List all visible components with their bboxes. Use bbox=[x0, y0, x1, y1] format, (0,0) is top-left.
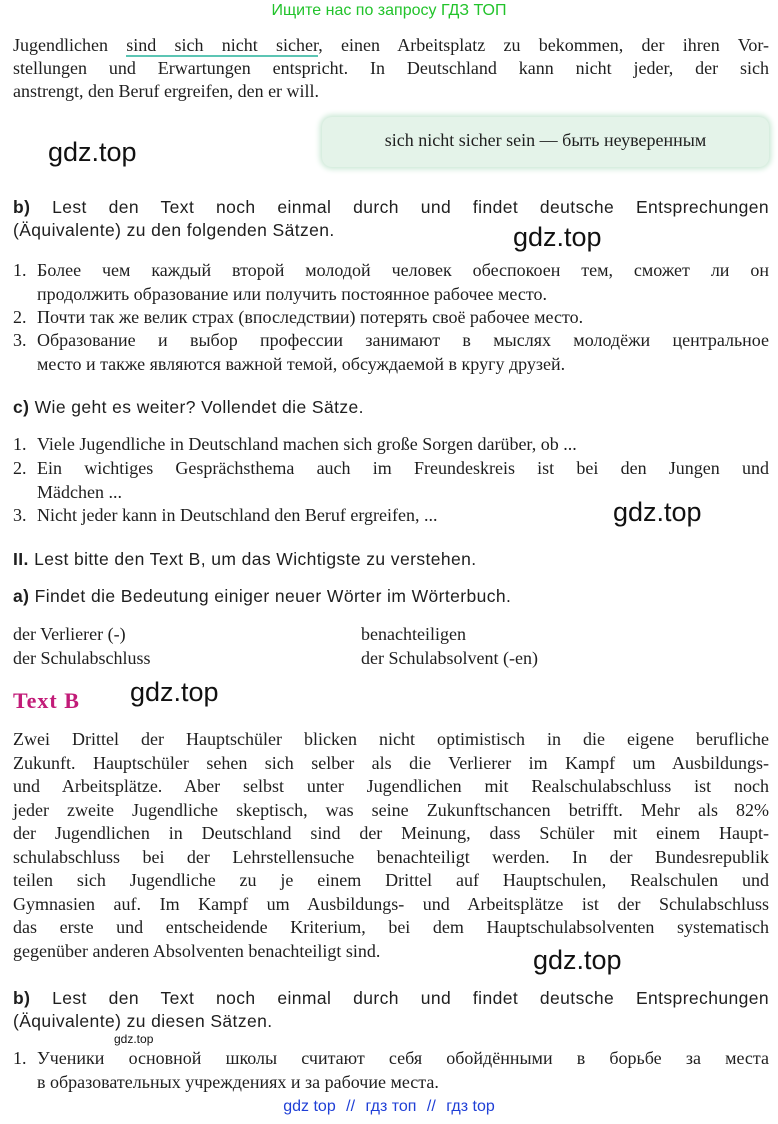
watermark: gdz.top bbox=[48, 137, 137, 167]
text-b-line: und Arbeitsplätze. Aber selbst unter Jugendlichen mit Realschulabschluss ist noch bbox=[13, 776, 769, 796]
text-b-line: Zukunft. Hauptschüler sehen sich selber als die Verlierer im Kampf um Ausbildungs- bbox=[13, 752, 769, 773]
intro-pre: Jugendlichen bbox=[13, 35, 127, 55]
watermark: gdz.top bbox=[513, 222, 602, 252]
text-b-line: schulabschluss bei der Lehrstellensuche benachteiligt werden. In der Bundesrepublik bbox=[13, 846, 769, 867]
list-number: 2. bbox=[13, 458, 27, 478]
list-item-text: Почти так же велик страх (впоследствии) потерять своё рабочее место. bbox=[37, 307, 584, 327]
intro-line-1 bbox=[13, 34, 769, 58]
watermark: gdz.top bbox=[130, 677, 219, 707]
vocab-note-text: sich nicht sicher sein — быть неуверенным bbox=[384, 130, 707, 150]
list-number: 1. bbox=[13, 260, 27, 280]
task-b1-text: Lest den Text noch einmal durch und findet deutsche Entsprechungen bbox=[52, 197, 769, 217]
vocab-word: der Schulabsolvent (-en) bbox=[361, 648, 538, 668]
vocab-word: der Schulabschluss bbox=[13, 648, 151, 668]
text-b-line: gegenüber anderen Absolventen benachteiligt sind. bbox=[13, 940, 381, 961]
ru-list-2-item bbox=[13, 1047, 769, 1094]
watermark-small: gdz.top bbox=[114, 1032, 154, 1046]
task-b1-line-1 bbox=[13, 196, 769, 220]
ru-list-1-item bbox=[13, 329, 769, 376]
vocab-word: der Verlierer (-) bbox=[13, 624, 126, 644]
task-a bbox=[13, 585, 769, 609]
link-separator: // bbox=[346, 1098, 356, 1115]
vocab-word: benachteiligen bbox=[361, 624, 466, 644]
list-item-text: Ученики основной школы считают себя обойдёнными в борьбе за места bbox=[37, 1048, 769, 1068]
task-b1-line-2: (Äquivalente) zu den folgenden Sätzen. bbox=[13, 220, 335, 240]
ru-list-1-item bbox=[13, 259, 769, 306]
list-item-text-cont: место и также являются важной темой, обсуждаемой в кругу друзей. bbox=[37, 353, 566, 374]
de-list-item bbox=[13, 504, 769, 528]
list-item-text: Образование и выбор профессии занимают в мыслях молодёжи центральное bbox=[37, 330, 769, 350]
text-b-title: Text B bbox=[13, 688, 80, 713]
list-item-text-cont: в образовательных учреждениях и за рабочие места. bbox=[37, 1071, 439, 1092]
task-II-text: Lest bitte den Text B, um das Wichtigste zu verstehen. bbox=[34, 549, 477, 569]
task-a-letter: a) bbox=[13, 586, 30, 606]
list-item-text: Более чем каждый второй молодой человек обеспокоен тем, сможет ли он bbox=[37, 260, 769, 280]
top-banner: Ищите нас по запросу ГДЗ ТОП bbox=[271, 2, 507, 19]
task-II bbox=[13, 548, 769, 572]
list-number: 3. bbox=[13, 330, 27, 350]
ru-list-1-item bbox=[13, 306, 769, 330]
watermark: gdz.top bbox=[533, 945, 622, 975]
de-list-item bbox=[13, 457, 769, 504]
list-number: 3. bbox=[13, 505, 27, 525]
text-b-line: teilen sich Jugendliche zu je einem Drittel auf Hauptschulen, Realschulen und bbox=[13, 870, 769, 890]
text-b-paragraph bbox=[13, 728, 769, 963]
list-number: 1. bbox=[13, 1048, 27, 1068]
list-item-text-cont: Mädchen ... bbox=[37, 481, 122, 502]
task-c bbox=[13, 396, 769, 420]
bottom-link[interactable]: gdz top bbox=[283, 1098, 336, 1115]
task-c-text: Wie geht es weiter? Vollendet die Sätze. bbox=[34, 397, 364, 417]
list-item-text: Viele Jugendliche in Deutschland machen sich große Sorgen darüber, ob ... bbox=[37, 434, 577, 454]
list-item-text-cont: продолжить образование или получить постоянное рабочее место. bbox=[37, 283, 547, 304]
task-b2-line-2: (Äquivalente) zu diesen Sätzen. bbox=[13, 1011, 273, 1031]
task-b2-letter: b) bbox=[13, 988, 31, 1008]
text-b-line: jeder zweite Jugendliche skeptisch, was seine Zukunftschancen betrifft. Mehr als 82% bbox=[13, 799, 769, 820]
list-number: 2. bbox=[13, 307, 27, 327]
bottom-link[interactable]: гдз топ bbox=[365, 1098, 417, 1115]
text-b-line: das erste und entscheidende Kriterium, bei dem Hauptschulabsolventen systematisch bbox=[13, 917, 769, 937]
intro-line-3: anstrengt, den Beruf ergreifen, den er will. bbox=[13, 81, 320, 101]
bottom-link[interactable]: гдз top bbox=[446, 1098, 495, 1115]
text-b-line: der Jugendlichen in Deutschland sind der Meinung, dass Schüler mit einem Haupt- bbox=[13, 823, 769, 843]
text-b-line: Gymnasien auf. Im Kampf um Ausbildungs- und Arbeitsplätze ist der Schulabschluss bbox=[13, 893, 769, 914]
watermark: gdz.top bbox=[613, 497, 702, 527]
task-b2-line-1 bbox=[13, 987, 769, 1011]
bottom-links bbox=[0, 1098, 778, 1116]
task-c-letter: c) bbox=[13, 397, 30, 417]
intro-line1-post: , einen Arbeitsplatz zu bekommen, der ihren Vor- bbox=[318, 35, 770, 55]
list-item-text: Nicht jeder kann in Deutschland den Beruf ergreifen, ... bbox=[37, 505, 438, 525]
task-b2-text: Lest den Text noch einmal durch und findet deutsche Entsprechungen bbox=[52, 988, 769, 1008]
task-b1-letter: b) bbox=[13, 197, 31, 217]
intro-line-2: stellungen und Erwartungen entspricht. In Deutschland kann nicht jeder, der sich bbox=[13, 58, 769, 78]
task-II-number: II. bbox=[13, 549, 29, 569]
de-list-item bbox=[13, 433, 769, 457]
list-item-text: Ein wichtiges Gesprächsthema auch im Freundeskreis ist bei den Jungen und bbox=[37, 458, 769, 478]
task-a-text: Findet die Bedeutung einiger neuer Wörter im Wörterbuch. bbox=[34, 586, 512, 606]
intro-underlined-phrase: sind sich nicht sicher bbox=[126, 35, 319, 55]
list-number: 1. bbox=[13, 434, 27, 454]
link-separator: // bbox=[426, 1098, 436, 1115]
text-b-line: Zwei Drittel der Hauptschüler blicken nicht optimistisch in die eigene berufliche bbox=[13, 729, 769, 749]
